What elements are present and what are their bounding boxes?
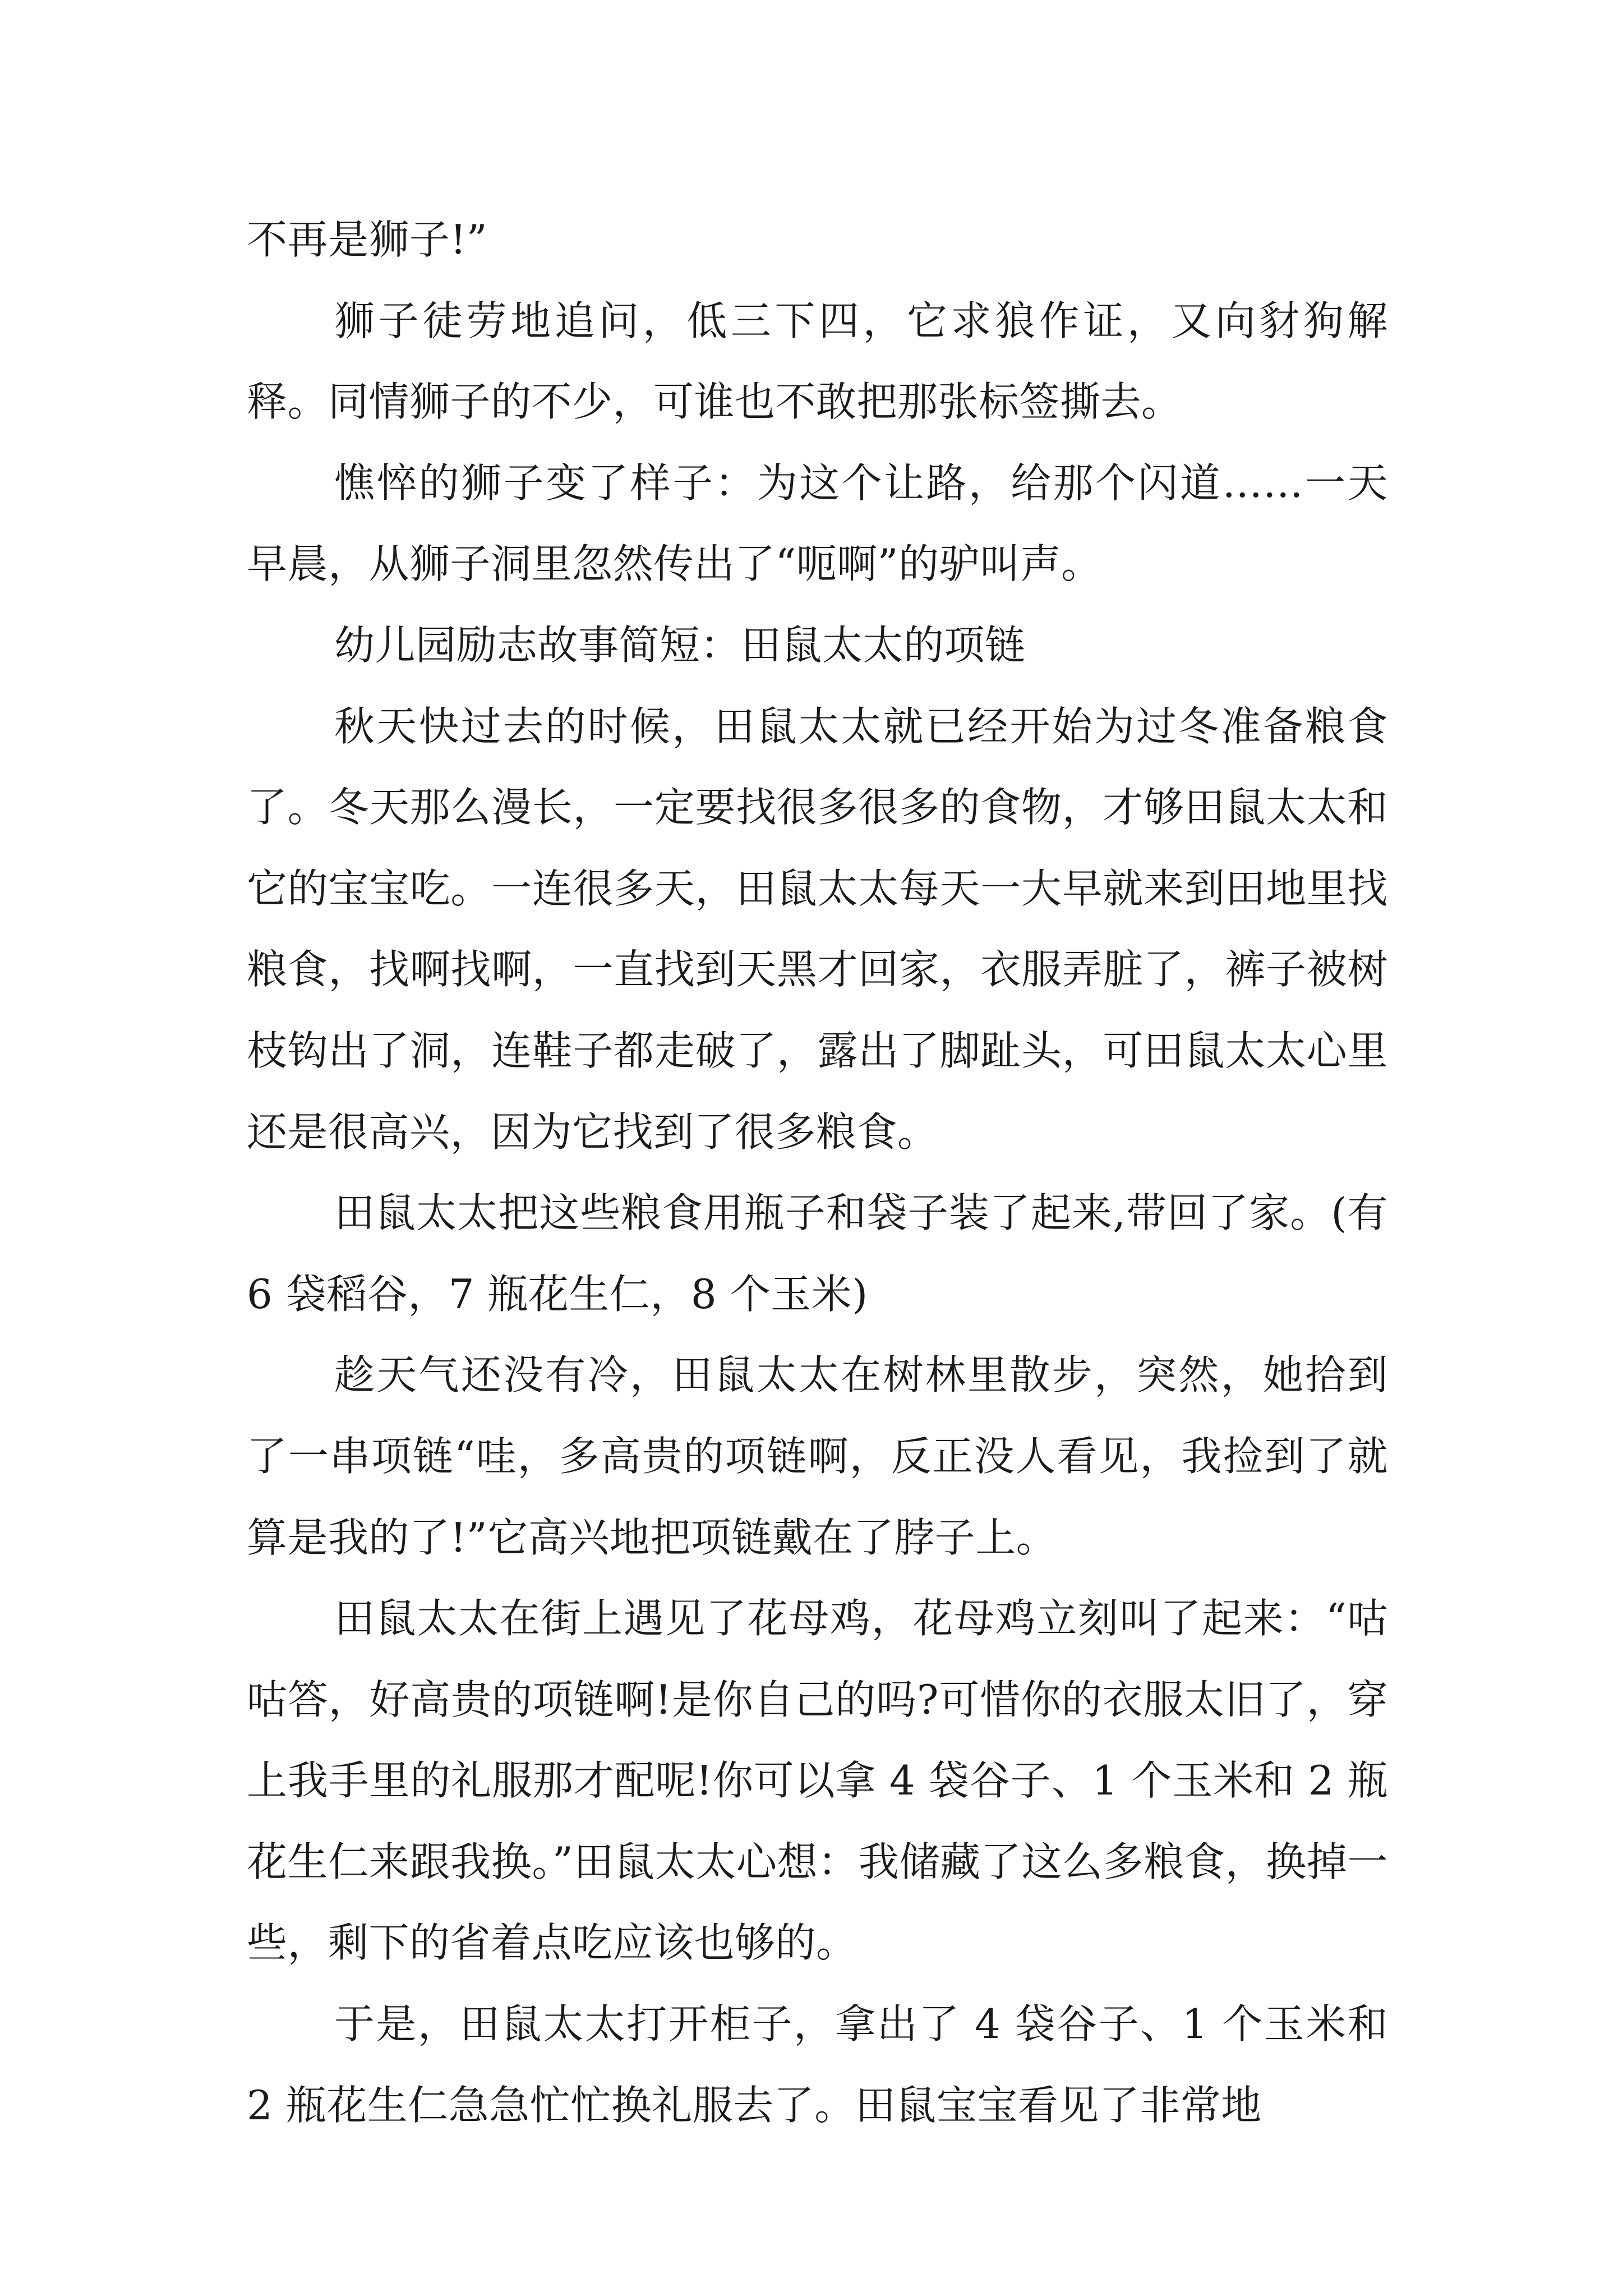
paragraph: 狮子徒劳地追问，低三下四，它求狼作证，又向豺狗解释。同情狮子的不少，可谁也不敢把那张标签撕去。 [247, 297, 1388, 426]
paragraph: 于是，田鼠太太打开柜子，拿出了 4 袋谷子、1 个玉米和 2 瓶花生仁急急忙忙换礼服去了。田鼠宝宝看见了非常地 [247, 2000, 1388, 2129]
paragraph: 田鼠太太把这些粮食用瓶子和袋子装了起来,带回了家。(有 6 袋稻谷，7 瓶花生仁，8 个玉米) [247, 1189, 1388, 1318]
paragraph: 秋天快过去的时候，田鼠太太就已经开始为过冬准备粮食了。冬天那么漫长，一定要找很多很多的食物，才够田鼠太太和它的宝宝吃。一连很多天，田鼠太太每天一大早就来到田地里找粮食，找啊找啊，一直找到天黑才回家，衣服弄脏了，裤子被树枝钩出了洞，连鞋子都走破了，露出了脚趾头，可田鼠太太心里还是很高兴，因为它找到了很多粮食。 [247, 702, 1388, 1156]
paragraph: 田鼠太太在街上遇见了花母鸡，花母鸡立刻叫了起来：“咕咕答，好高贵的项链啊!是你自己的吗?可惜你的衣服太旧了，穿上我手里的礼服那才配呢!你可以拿 4 袋谷子、1 个玉米和 2 瓶花生仁来跟我换。”田鼠太太心想：我储藏了这么多粮食，换掉一些，剩下的省着点吃应该也够的。 [247, 1595, 1388, 1967]
paragraph: 不再是狮子!” [247, 216, 488, 263]
section-heading: 幼儿园励志故事简短：田鼠太太的项链 [334, 621, 1026, 669]
document-body [247, 199, 1388, 2146]
paragraph: 趁天气还没有冷，田鼠太太在树林里散步，突然，她拾到了一串项链“哇，多高贵的项链啊，反正没人看见，我捡到了就算是我的了!”它高兴地把项链戴在了脖子上。 [247, 1351, 1388, 1561]
paragraph: 憔悴的狮子变了样子：为这个让路，给那个闪道……一天早晨，从狮子洞里忽然传出了“呃啊”的驴叫声。 [247, 459, 1388, 588]
